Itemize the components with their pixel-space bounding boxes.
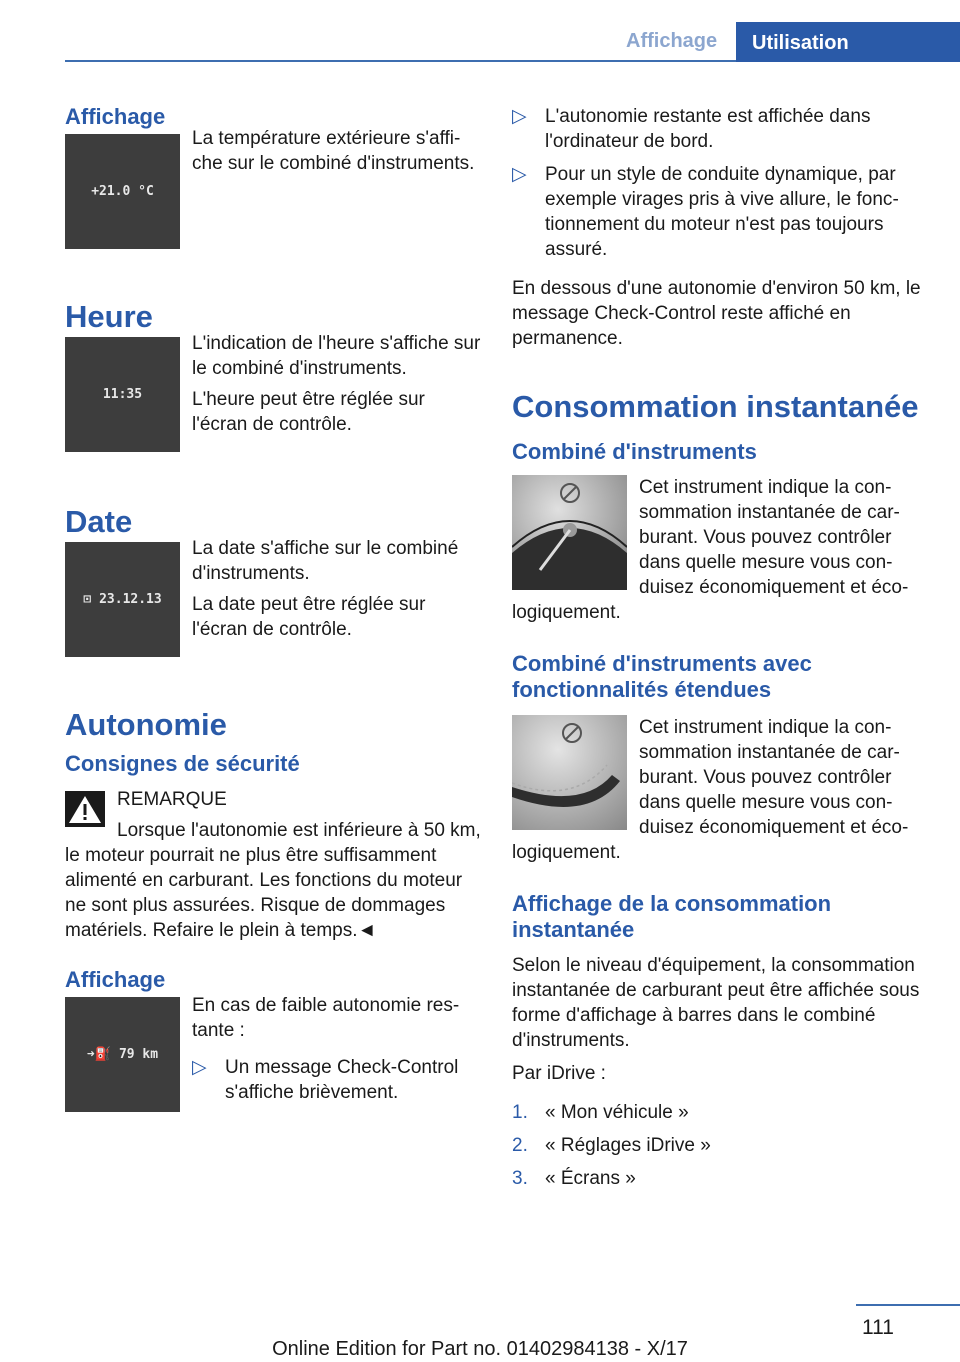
- combine-heading: Combiné d'instruments: [512, 439, 757, 464]
- page-number: 111: [862, 1316, 894, 1339]
- list-item: [512, 1100, 932, 1125]
- autonomie-heading: Autonomie: [65, 707, 227, 742]
- range-display-image: ➜⛽ 79 km: [65, 997, 180, 1112]
- par-idrive: Par iDrive :: [512, 1063, 606, 1084]
- step-number: 1.: [512, 1102, 528, 1123]
- step-number: 3.: [512, 1168, 528, 1189]
- temp-text: La température extérieure s'affiche sur le combiné d'instruments.: [192, 128, 475, 174]
- consumption-gauge-image: [512, 475, 627, 590]
- warning-icon: [65, 791, 105, 827]
- consignes-heading: Consignes de sécurité: [65, 751, 300, 776]
- combine-text: Cet instrument indique la consommation instantanée de carburant. Vous pouvez contrôler dans quelle mesure vous conduisez économiquement et écologiquement.: [512, 477, 909, 623]
- combine2-text: Cet instrument indique la consommation instantanée de carburant. Vous pouvez contrôler dans quelle mesure vous conduisez économiquement et écologiquement.: [512, 717, 909, 863]
- right-column: [512, 100, 932, 1191]
- warning-text: Lorsque l'autonomie est inférieure à 50 km, le moteur pourrait ne plus être suffisamment alimenté en carburant. Les fonctions du moteur ne sont plus assurées. Risque de dommages matériels. Refaire le plein à temps.◄: [65, 820, 481, 941]
- step-text: « Réglages iDrive »: [545, 1135, 711, 1156]
- step-number: 2.: [512, 1135, 528, 1156]
- steps-list: [512, 1100, 932, 1191]
- left-column: [65, 100, 483, 1112]
- affichage-heading: Affichage: [65, 104, 166, 129]
- calendar-icon: ⊡: [83, 592, 92, 607]
- affichage2-heading: Affichage: [65, 967, 166, 992]
- temp-block: [65, 128, 483, 249]
- range-block: [65, 997, 483, 1112]
- heure-block: [65, 333, 483, 452]
- bullet-triangle-icon: ▷: [192, 1057, 207, 1078]
- bullet-text: Pour un style de conduite dynamique, par exemple virages pris à vive allure, le fonctionnement du moteur n'est pas toujours assuré.: [545, 164, 899, 260]
- step-text: « Mon véhicule »: [545, 1102, 689, 1123]
- step-text: « Écrans »: [545, 1168, 636, 1189]
- heure-text-2: L'heure peut être réglée sur l'écran de contrôle.: [192, 389, 425, 435]
- bullet-item: [512, 162, 932, 262]
- bullet-item: [192, 1055, 483, 1105]
- combine-block: [512, 475, 932, 625]
- header-tab: Utilisation: [736, 22, 960, 62]
- conso-heading: Consommation instantanée: [512, 389, 919, 424]
- edition-footer: Online Edition for Part no. 01402984138 - X/17: [272, 1338, 688, 1360]
- footer-rule: [856, 1304, 960, 1306]
- list-item: [512, 1133, 932, 1158]
- heure-text-1: L'indication de l'heure s'affiche sur le combiné d'instruments.: [192, 333, 481, 379]
- list-item: [512, 1166, 932, 1191]
- fuel-arrow-icon: ➜⛽: [86, 1047, 111, 1062]
- range-text: En cas de faible autonomie restante :: [192, 995, 460, 1041]
- affichage-conso-heading: Affichage de la consommation instantanée: [512, 891, 832, 942]
- bullet-item: [512, 104, 932, 154]
- date-block: [65, 538, 483, 657]
- bullet-text: L'autonomie restante est affichée dans l'ordinateur de bord.: [545, 106, 871, 152]
- extended-gauge-image: [512, 715, 627, 830]
- bullet-text: Un message Check-Control s'affiche brièvement.: [225, 1057, 459, 1103]
- bullet-triangle-icon: ▷: [512, 164, 527, 185]
- remarque-label: REMARQUE: [117, 789, 227, 810]
- warning-block: [65, 787, 483, 943]
- temperature-display-image: +21.0 °C: [65, 134, 180, 249]
- bullet-triangle-icon: ▷: [512, 106, 527, 127]
- combine2-heading: Combiné d'instruments avec fonctionnalités étendues: [512, 651, 812, 702]
- heure-heading: Heure: [65, 299, 153, 334]
- clock-display-image: 11:35: [65, 337, 180, 452]
- header-section: Affichage: [626, 30, 718, 52]
- affichage-conso-text: Selon le niveau d'équipement, la consommation instantanée de carburant peut être affichée sous forme d'affichage à barres dans le combiné d'instruments.: [512, 955, 920, 1051]
- date-text-1: La date s'affiche sur le combiné d'instruments.: [192, 538, 459, 584]
- combine2-block: [512, 715, 932, 865]
- date-text-2: La date peut être réglée sur l'écran de contrôle.: [192, 594, 426, 640]
- autonomie-paragraph: En dessous d'une autonomie d'environ 50 km, le message Check-Control reste affiché en permanence.: [512, 278, 921, 349]
- date-heading: Date: [65, 504, 133, 539]
- date-display-image: ⊡ 23.12.13: [65, 542, 180, 657]
